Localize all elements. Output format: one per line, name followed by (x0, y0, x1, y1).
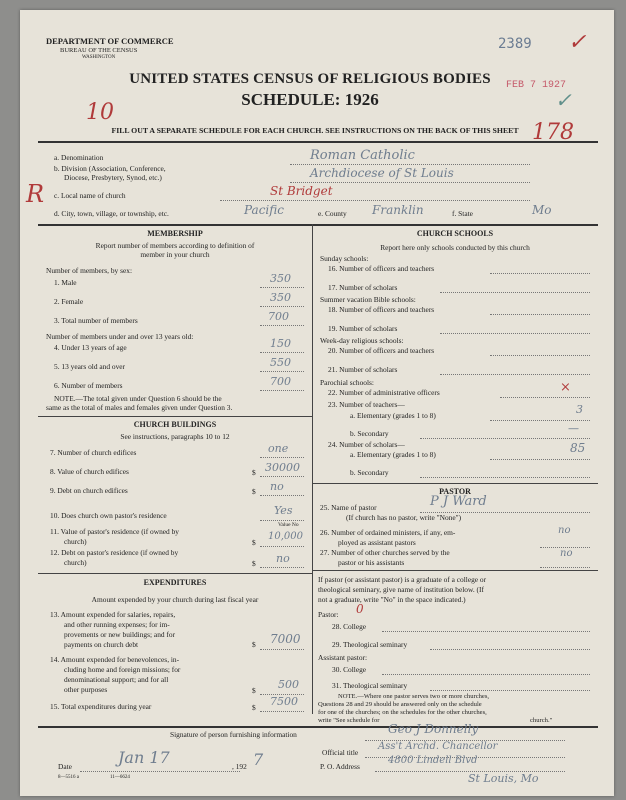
pastor-title: PASTOR (439, 487, 471, 496)
q19-label: 19. Number of scholars (328, 324, 398, 333)
state-value: Mo (532, 203, 552, 217)
q4-label: 4. Under 13 years of age (54, 343, 127, 352)
buildings-title: CHURCH BUILDINGS (133, 420, 217, 429)
po-address-value: 4800 Lindell Blvd (388, 755, 478, 766)
q29-label: 29. Theological seminary (332, 640, 408, 649)
membership-title: MEMBERSHIP (147, 229, 203, 238)
q4-value: 150 (270, 337, 291, 350)
q13-label-d: payments on church debt (64, 640, 139, 649)
q9-dollar: $ (252, 487, 256, 496)
church-name-value: St Bridget (270, 184, 333, 198)
date-label: Date (58, 762, 72, 771)
age-label: Number of members under and over 13 years old: (46, 332, 194, 341)
pastor-name-value: P J Ward (430, 494, 487, 509)
q6-label: 6. Number of members (54, 381, 123, 390)
pastor-note-5: church." (530, 717, 553, 724)
r-mark: R (26, 180, 45, 208)
form-title: UNITED STATES CENSUS OF RELIGIOUS BODIES (129, 71, 491, 87)
q26-label-a: 26. Number of ordained ministers, if any, em- (320, 528, 456, 537)
weekday-label: Week-day religious schools: (320, 336, 404, 345)
expenditures-title: EXPENDITURES (143, 578, 207, 587)
q1-value: 350 (270, 272, 291, 285)
q11-label-b: church) (64, 537, 87, 546)
pastor-note-4: write "See schedule for (318, 717, 380, 724)
q24a-value: 85 (570, 441, 586, 455)
dept-label: DEPARTMENT OF COMMERCE (46, 36, 174, 46)
expenditures-sub: Amount expended by your church during last fiscal year (91, 595, 259, 604)
po-address-city: St Louis, Mo (468, 772, 539, 785)
po-address-label: P. O. Address (320, 762, 360, 771)
instruction-line: FILL OUT A SEPARATE SCHEDULE FOR EACH CHURCH. SEE INSTRUCTIONS ON THE BACK OF THIS SHEET (111, 126, 519, 135)
q3-value: 700 (268, 310, 289, 323)
year-handwritten: 7 (253, 750, 264, 769)
column-divider (312, 224, 313, 714)
q26-label-b: ployed as assistant pastors (338, 538, 416, 547)
check-mark-stamp: ✓ (555, 88, 572, 112)
pastor-note-2: Questions 28 and 29 should be answered only on the schedule (318, 701, 482, 708)
q8-value: 30000 (265, 461, 300, 474)
q14-value: 500 (278, 678, 299, 691)
q23a-label: a. Elementary (grades 1 to 8) (350, 411, 436, 420)
division-label-1: b. Division (Association, Conference, (54, 164, 166, 173)
college-note-1: If pastor (or assistant pastor) is a graduate of a college or (318, 575, 487, 584)
q14-dollar: $ (252, 686, 256, 695)
division-label-2: Diocese, Presbytery, Synod, etc.) (64, 173, 162, 182)
q18-label: 18. Number of officers and teachers (328, 305, 435, 314)
signature-value: Geo J Donnelly (388, 722, 479, 736)
signature-label: Signature of person furnishing information (170, 730, 297, 739)
q13-label-c: provements or new buildings; and for (64, 630, 176, 639)
q22-label: 22. Number of administrative officers (328, 388, 440, 397)
q12-label-a: 12. Debt on pastor's residence (if owned by (50, 548, 179, 557)
q11-label-a: 11. Value of pastor's residence (if owned by (50, 527, 179, 536)
bureau-label: BUREAU OF THE CENSUS (60, 47, 138, 54)
city-label: WASHINGTON (82, 55, 116, 60)
q5-value: 550 (270, 356, 291, 369)
q2-value: 350 (270, 291, 291, 304)
q27-label-b: pastor or his assistants (338, 558, 405, 567)
q24b-label: b. Secondary (350, 468, 389, 477)
state-label: f. State (452, 209, 473, 218)
q15-value: 7500 (270, 695, 298, 708)
schedule-number: 2389 (498, 36, 532, 52)
census-form-sheet (20, 10, 614, 796)
by-sex-label: Number of members, by sex: (46, 266, 132, 275)
q17-label: 17. Number of scholars (328, 283, 398, 292)
county-value: Franklin (372, 203, 424, 217)
mark-left: 10 (86, 100, 114, 125)
q20-label: 20. Number of officers and teachers (328, 346, 435, 355)
q5-label: 5. 13 years old and over (54, 362, 126, 371)
form-number-2: 11—6624 (110, 775, 130, 780)
q14-label-a: 14. Amount expended for benevolences, in- (50, 655, 180, 664)
q15-dollar: $ (252, 703, 256, 712)
date-value: Jan 17 (118, 748, 170, 767)
schedule-year: SCHEDULE: 1926 (241, 90, 379, 109)
q14-label-d: other purposes (64, 685, 108, 694)
q14-label-b: cluding home and foreign missions; for (64, 665, 181, 674)
header-rule (38, 141, 598, 143)
q12-dollar: $ (252, 559, 256, 568)
membership-intro-2: member in your church (140, 250, 210, 259)
q21-label: 21. Number of scholars (328, 365, 398, 374)
q11-value: 10,000 (268, 531, 303, 542)
q2-label: 2. Female (54, 297, 84, 306)
official-title-label: Official title (322, 748, 359, 757)
q7-value: one (268, 442, 289, 455)
pastor-note-3: for one of the churches; on the schedules for the other churches, (318, 709, 487, 716)
q8-label: 8. Value of church edifices (50, 467, 129, 476)
q22-value: × (560, 380, 571, 395)
division-value: Archdiocese of St Louis (310, 166, 454, 180)
church-name-label: c. Local name of church (54, 191, 126, 200)
mark-right: 178 (532, 120, 574, 145)
q28-label: 28. College (332, 622, 367, 631)
q15-label: 15. Total expenditures during year (50, 702, 152, 711)
q16-label: 16. Number of officers and teachers (328, 264, 435, 273)
q23a-value: 3 (576, 403, 583, 416)
q23b-value: — (568, 422, 579, 435)
college-note-2: theological seminary, give name of institution below. (If (318, 585, 484, 594)
denomination-value: Roman Catholic (310, 148, 415, 163)
city-value: Pacific (244, 203, 284, 217)
q12-label-b: church) (64, 558, 87, 567)
form-number: 8—5516 a (58, 775, 79, 780)
received-stamp: FEB 7 1927 (506, 80, 567, 91)
q1-label: 1. Male (54, 278, 77, 287)
q30-label: 30. College (332, 665, 367, 674)
parochial-label: Parochial schools: (320, 378, 374, 387)
pastor-label: Pastor: (318, 610, 339, 619)
denomination-label: a. Denomination (54, 153, 104, 162)
membership-intro-1: Report number of members according to definition of (95, 241, 255, 250)
city-label-field: d. City, town, village, or township, etc. (54, 209, 169, 218)
official-title-value: Ass't Archd. Chancellor (378, 741, 498, 752)
q10-label: 10. Does church own pastor's residence (50, 511, 167, 520)
q9-value: no (270, 480, 284, 493)
membership-note-2: same as the total of males and females given under Question 3. (46, 403, 233, 412)
q23b-label: b. Secondary (350, 429, 389, 438)
buildings-sub: See instructions, paragraphs 10 to 12 (120, 432, 230, 441)
q25-note: (If church has no pastor, write "None") (346, 513, 462, 522)
q27-label-a: 27. Number of other churches served by the (320, 548, 450, 557)
q11-dollar: $ (252, 538, 256, 547)
q13-label-b: and other running expenses; for im- (64, 620, 170, 629)
college-note-3: not a graduate, write "No" in the space indicated.) (318, 595, 466, 604)
q23-label: 23. Number of teachers— (328, 400, 405, 409)
q27-value: no (560, 548, 573, 559)
q14-label-c: denominational support; and for all (64, 675, 169, 684)
q6-value: 700 (270, 375, 291, 388)
q24a-label: a. Elementary (grades 1 to 8) (350, 450, 436, 459)
q3-label: 3. Total number of members (54, 316, 138, 325)
schools-sub: Report here only schools conducted by this church (380, 243, 530, 252)
q13-label-a: 13. Amount expended for salaries, repairs, (50, 610, 176, 619)
q8-dollar: $ (252, 468, 256, 477)
county-label: e. County (318, 209, 347, 218)
year-printed: , 192 (232, 762, 247, 771)
pastor-note-1: NOTE.—Where one pastor serves two or more churches, (338, 693, 490, 700)
q13-dollar: $ (252, 640, 256, 649)
assistant-label: Assistant pastor: (318, 653, 368, 662)
membership-note-1: NOTE.—The total given under Question 6 should be the (54, 394, 222, 403)
check-mark-top: ✓ (568, 30, 587, 55)
q31-label: 31. Theological seminary (332, 681, 408, 690)
q7-label: 7. Number of church edifices (50, 448, 137, 457)
schools-title: CHURCH SCHOOLS (416, 229, 494, 238)
q26-value: no (558, 525, 571, 536)
q12-value: no (276, 552, 290, 565)
q24-label: 24. Number of scholars— (328, 440, 405, 449)
q9-label: 9. Debt on church edifices (50, 486, 128, 495)
q10-value: Yes (274, 504, 293, 517)
summer-label: Summer vacation Bible schools: (320, 295, 416, 304)
pastor-mark: 0 (356, 602, 364, 616)
q13-value: 7000 (270, 632, 301, 646)
sunday-label: Sunday schools: (320, 254, 369, 263)
q25-label: 25. Name of pastor (320, 503, 377, 512)
value-no-label: Value No (278, 522, 299, 528)
